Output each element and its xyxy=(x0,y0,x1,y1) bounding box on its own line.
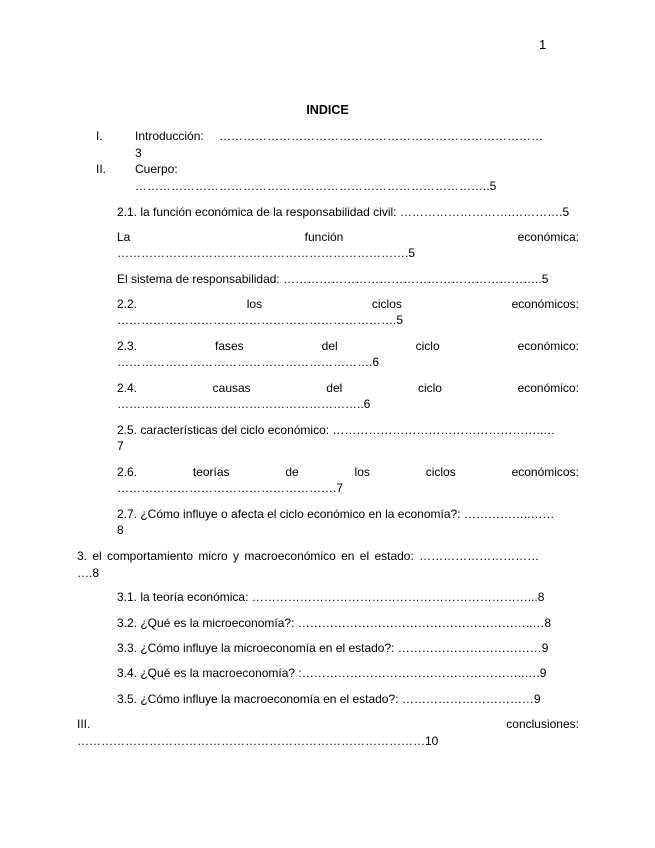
toc-dots-cuerpo: ……………………………………………………………………………..5 xyxy=(135,179,497,193)
toc-dots-2-6: ……………………………………………….7 xyxy=(117,481,344,495)
toc-word: del xyxy=(321,339,338,353)
toc-entry-3: 3. el comportamiento micro y macroeconómico en el estado: ………………………… xyxy=(77,549,540,563)
roman-numeral-iii: III. xyxy=(77,717,91,731)
toc-dots-introduccion: ……………………………………………………………………… xyxy=(219,129,543,143)
toc-word: 2.3. xyxy=(117,339,138,353)
toc-word: ciclos xyxy=(425,465,456,479)
toc-page-introduccion: 3 xyxy=(135,146,142,160)
toc-word: La xyxy=(117,230,131,244)
toc-word: ciclos xyxy=(371,297,402,311)
toc-page-2-5: 7 xyxy=(117,439,124,453)
toc-word: económico: xyxy=(517,381,579,395)
toc-word: ciclo xyxy=(417,381,442,395)
toc-entry-3-3: 3.3. ¿Cómo influye la microeconomía en el estado?: ………………………………9 xyxy=(117,641,549,655)
toc-dots-2-2: …………………………………………………………….5 xyxy=(117,313,404,327)
toc-word: económica: xyxy=(517,230,579,244)
toc-word: teorías xyxy=(192,465,230,479)
toc-entry-2-3 xyxy=(117,338,579,354)
toc-dots-conclusiones: ……………………………………………………………………………10 xyxy=(77,734,439,748)
toc-label-introduccion: Introducción: xyxy=(135,129,204,143)
toc-entry-2-2 xyxy=(117,296,579,312)
roman-numeral-ii: II. xyxy=(96,162,107,176)
roman-numeral-i: I. xyxy=(96,129,103,143)
toc-word: fases xyxy=(214,339,244,353)
toc-entry-sistema: El sistema de responsabilidad: ………………………………………………………..5 xyxy=(117,272,549,286)
toc-word: económico: xyxy=(517,339,579,353)
toc-entry-3-4: 3.4. ¿Qué es la macroeconomía? :………………………………………………..….9 xyxy=(117,666,547,680)
toc-entry-conclusiones xyxy=(77,716,579,732)
toc-word: los xyxy=(246,297,263,311)
toc-label-conclusiones: conclusiones: xyxy=(506,717,579,731)
toc-page-2-7: 8 xyxy=(117,523,124,537)
toc-word: económicos: xyxy=(511,297,579,311)
toc-entry-funcion xyxy=(117,229,579,245)
toc-entry-2-4 xyxy=(117,380,579,396)
toc-entry-3-1: 3.1. la teoría económica: ……………………………………………………………...8 xyxy=(117,590,545,604)
toc-dots-2-3: ……………………………………………………….6 xyxy=(117,355,380,369)
toc-word: causas xyxy=(212,381,251,395)
toc-word: económicos: xyxy=(511,465,579,479)
toc-dots-2-4: ……………………………………………………..6 xyxy=(117,397,371,411)
toc-entry-2-5: 2.5. características del ciclo económico: ……………………………………………..… xyxy=(117,423,556,437)
toc-word: del xyxy=(326,381,343,395)
toc-word: 2.6. xyxy=(117,465,138,479)
page-number: 1 xyxy=(539,37,547,52)
toc-entry-2-6 xyxy=(117,464,579,480)
toc-word: 2.4. xyxy=(117,381,138,395)
toc-label-cuerpo: Cuerpo: xyxy=(135,162,178,176)
toc-word: ciclo xyxy=(415,339,440,353)
toc-word: los xyxy=(354,465,370,479)
toc-word: función xyxy=(304,230,344,244)
toc-entry-3-2: 3.2. ¿Qué es la microeconomía?: …………………………………………………..…8 xyxy=(117,616,552,630)
toc-dots-funcion: ……………………………………………………………….5 xyxy=(117,246,416,260)
toc-page-3: ….8 xyxy=(77,566,100,580)
toc-entry-3-5: 3.5. ¿Cómo influye la macroeconomía en el estado?: ……………………………9 xyxy=(117,692,541,706)
toc-word: 2.2. xyxy=(117,297,138,311)
toc-entry-2-1: 2.1. la función económica de la responsabilidad civil: ……………………….………….5 xyxy=(117,205,570,219)
page-title: INDICE xyxy=(306,103,349,117)
toc-word: de xyxy=(285,465,299,479)
toc-entry-2-7: 2.7. ¿Cómo influye o afecta el ciclo económico en la economía?: ……………..…… xyxy=(117,507,555,521)
